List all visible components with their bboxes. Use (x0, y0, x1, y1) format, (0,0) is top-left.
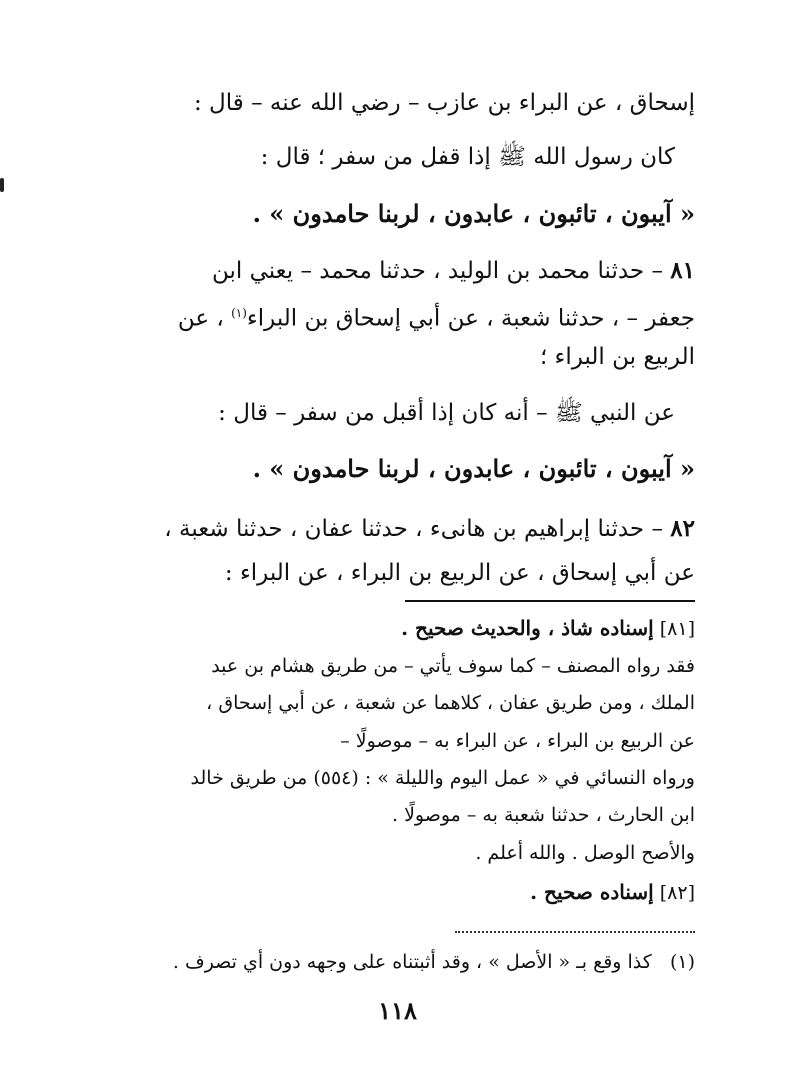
text-run: – حدثنا محمد بن الوليد ، حدثنا محمد – يعني ابن (211, 258, 663, 284)
commentary-number: [٨٢] (659, 882, 695, 904)
commentary-line-1 (95, 652, 695, 680)
text-run: ابن الحارث ، حدثنا شعبة به – موصولًا . (392, 804, 695, 826)
text-run: عن أبي إسحاق ، عن الربيع بن البراء ، عن البراء : (224, 560, 695, 586)
commentary-line-2 (95, 689, 695, 717)
text-run: كان رسول الله ﷺ إذا قفل من سفر ؛ قال : (260, 144, 675, 170)
hadith-number-81: ٨١ (670, 257, 695, 284)
text-run: ، عن (177, 305, 232, 332)
text-run: إسحاق ، عن البراء بن عازب – رضي الله عنه – قال : (194, 90, 695, 116)
text-run: ورواه النسائي في « عمل اليوم والليلة » : (٥٥٤) من طريق خالد (190, 767, 695, 789)
hadith-text-1 (95, 197, 695, 231)
commentary-heading-81 (95, 614, 695, 643)
text-run: عن الربيع بن البراء ، عن البراء به – موصولًا – (340, 730, 695, 752)
commentary-line-5 (95, 801, 695, 829)
commentary-line-3 (95, 727, 695, 755)
commentary-verdict: إسناده شاذ ، والحديث صحيح . (401, 616, 654, 640)
text-run: فقد رواه المصنف – كما سوف يأتي – من طريق هشام بن عبد (211, 655, 695, 677)
text-run: عن النبي ﷺ – أنه كان إذا أقبل من سفر – قال : (218, 400, 675, 426)
main-line-6 (95, 340, 695, 374)
footnote-separator (455, 931, 695, 933)
page-number: ١١٨ (378, 996, 417, 1025)
commentary-number: [٨١] (659, 618, 695, 640)
footnote-marker: (١) (669, 951, 695, 973)
text-run: والأصح الوصل . والله أعلم . (475, 842, 695, 864)
main-line-10 (95, 556, 695, 590)
footnote-ref[interactable]: (١) (231, 306, 247, 320)
main-line-9 (95, 512, 695, 546)
text-run: – حدثنا إبراهيم بن هانىء ، حدثنا عفان ، حدثنا شعبة ، (164, 516, 663, 542)
hadith-number-82: ٨٢ (670, 515, 695, 542)
main-line-7 (95, 396, 675, 430)
text-run: « آيبون ، تائبون ، عابدون ، لربنا حامدون » . (252, 199, 695, 228)
text-run: جعفر – ، حدثنا شعبة ، عن أبي إسحاق بن البراء (246, 305, 695, 332)
footnote-text: كذا وقع بـ « الأصل » ، وقد أثبتناه على وجهه دون أي تصرف . (172, 951, 652, 973)
footnote (95, 948, 695, 976)
commentary-verdict: إسناده صحيح . (530, 880, 654, 904)
commentary-line-4 (95, 764, 695, 792)
separator-rule (405, 600, 695, 602)
main-line-5 (95, 296, 695, 336)
margin-mark (0, 178, 4, 192)
commentary-heading-82 (95, 878, 695, 907)
hadith-text-2 (95, 452, 695, 486)
text-run: الربيع بن البراء ؛ (539, 344, 695, 370)
text-run: الملك ، ومن طريق عفان ، كلاهما عن شعبة ، عن أبي إسحاق ، (206, 692, 695, 714)
text-run: « آيبون ، تائبون ، عابدون ، لربنا حامدون » . (252, 454, 695, 483)
main-line-1 (95, 86, 695, 120)
commentary-line-6 (95, 839, 695, 867)
main-line-4 (95, 254, 695, 288)
main-line-2 (95, 140, 675, 174)
